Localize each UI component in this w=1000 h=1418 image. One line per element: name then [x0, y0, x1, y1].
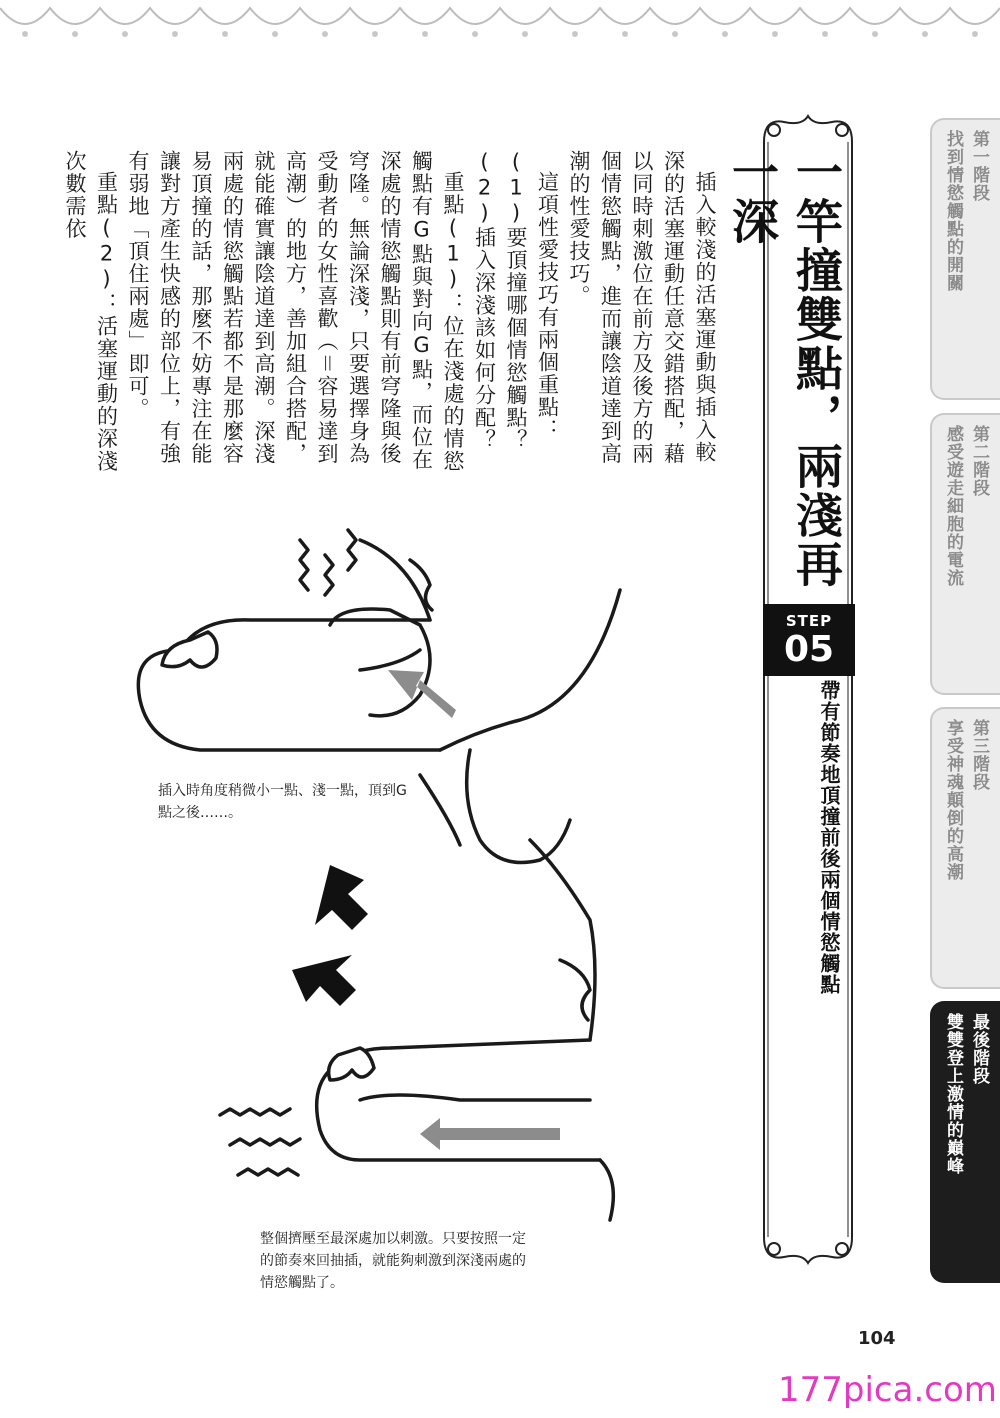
page-title: 一竿撞雙點，兩淺再一深 [724, 148, 843, 589]
top-ornament-border [0, 0, 1000, 60]
chapter-tab-stage: 第二階段 [969, 425, 989, 497]
chapter-tab-label: 雙雙登上激情的巔峰 [943, 1013, 963, 1175]
chapter-tab-label: 感受遊走細胞的電流 [943, 425, 963, 587]
chapter-tab-stage: 第一階段 [969, 130, 989, 202]
step-badge [763, 604, 855, 676]
step-number: 05 [783, 629, 835, 670]
page-number: 104 [858, 1328, 896, 1349]
illustration-caption-top: 插入時角度稍微小一點、淺一點，頂到G點之後……。 [158, 783, 407, 821]
chapter-tab-stage: 最後階段 [969, 1013, 989, 1085]
illustration [120, 500, 640, 1220]
step-label: STEP [785, 612, 833, 630]
chapter-tab-label: 享受神魂顛倒的高潮 [943, 719, 963, 881]
illustration-caption-bottom: 整個擠壓至最深處加以刺激。只要按照一定的節奏來回抽插，就能夠刺激到深淺兩處的情慾觸點了。 [260, 1231, 526, 1291]
chapter-tab-2[interactable] [930, 413, 1000, 695]
paragraph-1: 插入較淺的活塞運動與插入較深的活塞運動任意交錯搭配，藉以同時刺激位在前方及後方的兩個情慾觸點，進而讓陰道達到高潮的性愛技巧。 [567, 150, 717, 465]
body-text [63, 150, 720, 480]
chapter-tab-stage: 第三階段 [969, 719, 989, 791]
paragraph-3: 重點(1)：位在淺處的情慾觸點有G點與對向G點，而位在深處的情慾觸點則有前穹隆與後穹隆。無論深淺，只要選擇身為受動者的女性喜歡（＝容易達到高潮）的地方，善加組合搭配，就能確實讓陰道達到高潮。深淺兩處的情慾觸點若都不是那麼容易頂撞的話，那麼不妨專注在能讓對方產生快感的部位上，有強有弱地「頂住兩處」即可。 [126, 150, 465, 473]
chapter-tab-3[interactable] [930, 707, 1000, 989]
watermark: 177pica.com [778, 1370, 997, 1410]
paragraph-4: 重點(2)：活塞運動的深淺次數需依 [63, 150, 119, 473]
chapter-tab-1[interactable] [930, 118, 1000, 400]
paragraph-2: 這項性愛技巧有兩個重點：(1)要頂撞哪個情慾觸點？(2)插入深淺該如何分配？ [472, 150, 560, 452]
chapter-tab-label: 找到情慾觸點的開關 [943, 130, 963, 292]
page-subtitle: 帶有節奏地頂撞前後兩個情慾觸點 [817, 680, 841, 995]
chapter-tab-4[interactable] [930, 1001, 1000, 1283]
